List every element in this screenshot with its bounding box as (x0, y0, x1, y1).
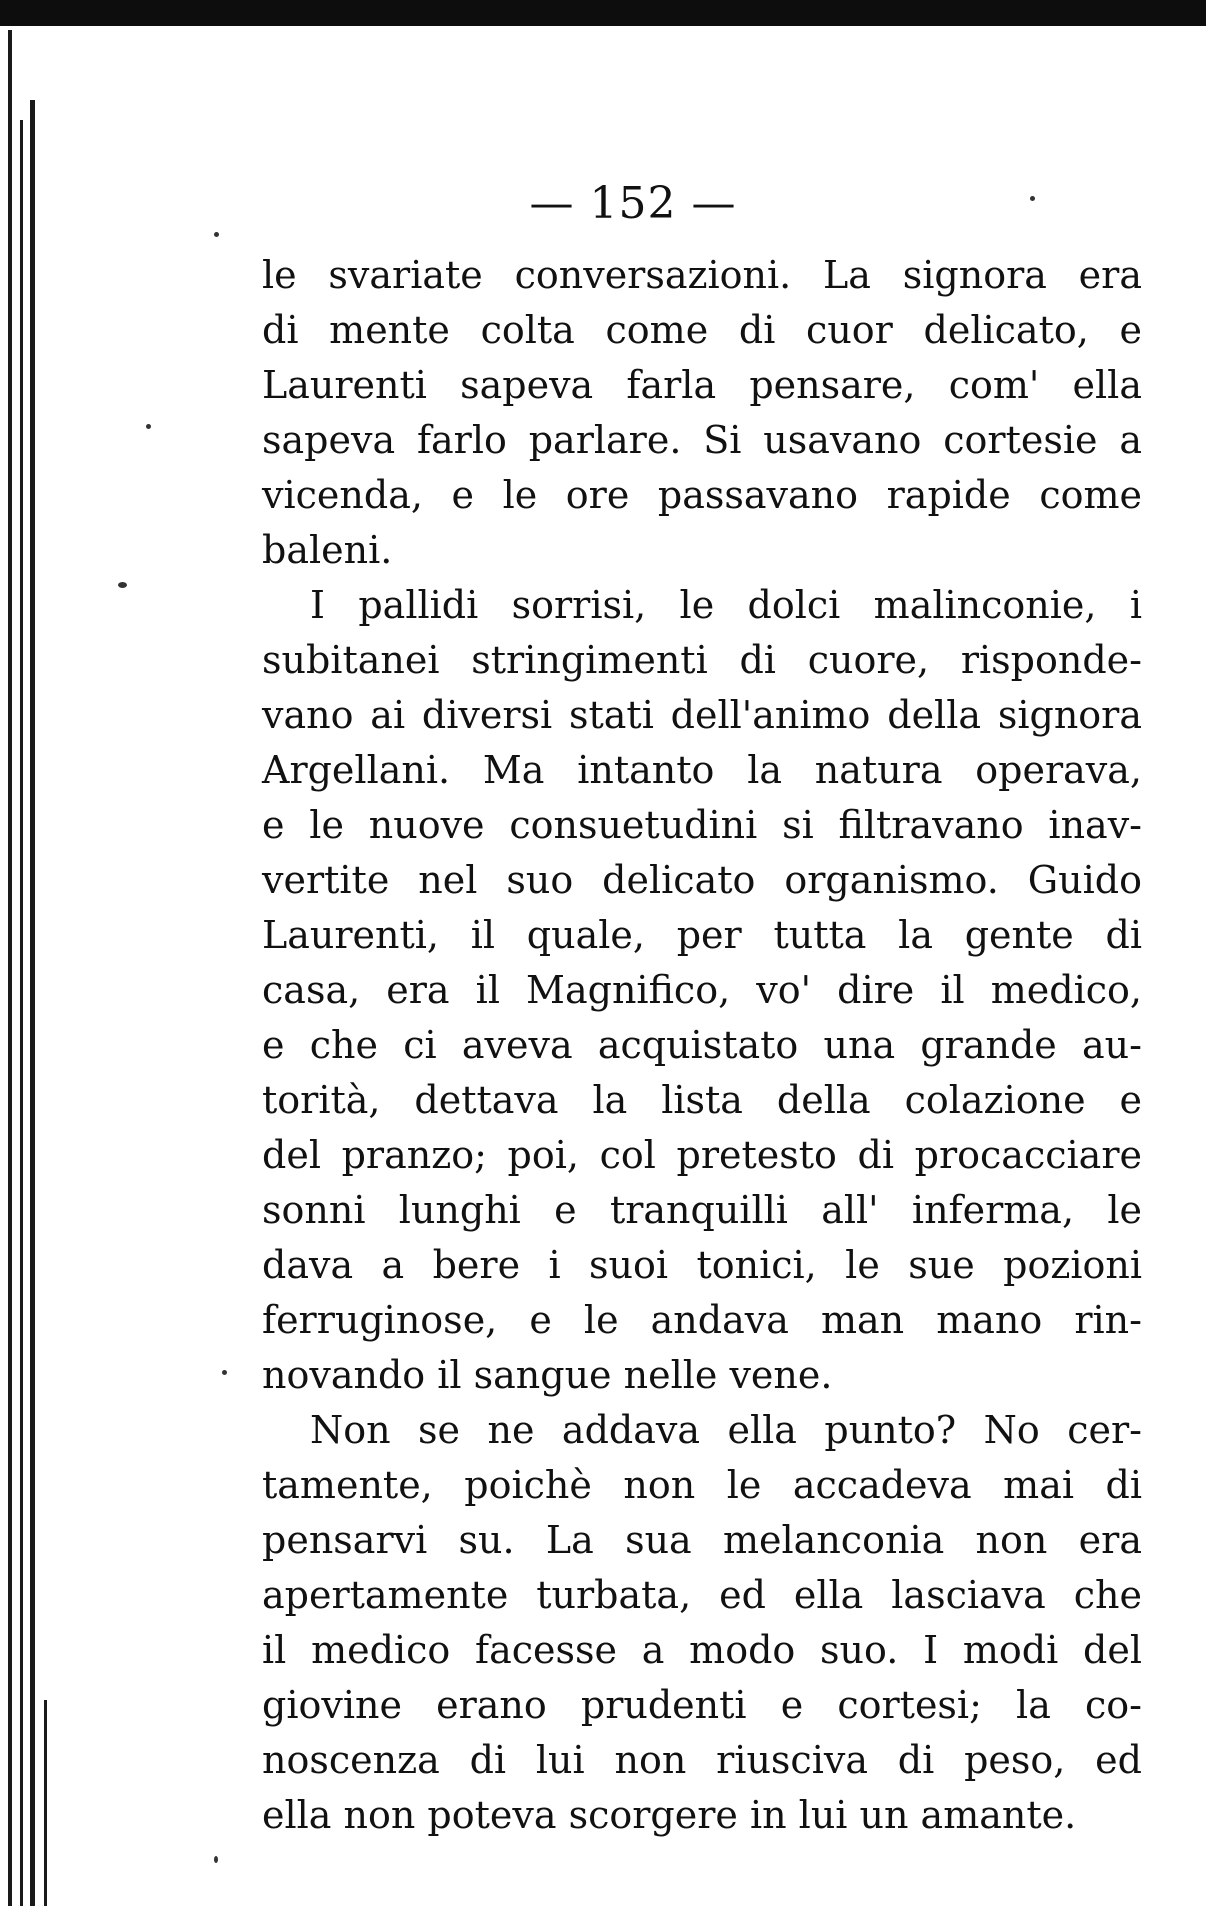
text-line: il medico facesse a modo suo. I modi del (262, 1628, 1142, 1672)
binding-line (44, 1700, 47, 1906)
text-line: e le nuove consuetudini si filtravano inav- (262, 803, 1142, 847)
text-line: I pallidi sorrisi, le dolci malinconie, i (310, 583, 1142, 627)
body-text (262, 248, 1142, 1843)
text-line: giovine erano prudenti e cortesi; la co- (262, 1683, 1142, 1727)
text-line: casa, era il Magnifico, vo' dire il medico, (262, 968, 1142, 1012)
text-line: vertite nel suo delicato organismo. Guido (262, 858, 1142, 902)
text-line: del pranzo; poi, col pretesto di procacciare (262, 1133, 1142, 1177)
top-edge-shadow (0, 0, 1206, 26)
text-line: di mente colta come di cuor delicato, e (262, 308, 1142, 352)
text-line: e che ci aveva acquistato una grande au- (262, 1023, 1142, 1067)
paragraph (262, 578, 1142, 1403)
text-line: dava a bere i suoi tonici, le sue pozioni (262, 1243, 1142, 1287)
text-line: tamente, poichè non le accadeva mai di (262, 1463, 1142, 1507)
book-binding-edge (0, 0, 62, 1906)
print-speck (146, 424, 151, 429)
binding-line (20, 120, 23, 1906)
text-line: noscenza di lui non riusciva di peso, ed (262, 1738, 1142, 1782)
text-line: Non se ne addava ella punto? No cer- (310, 1408, 1142, 1452)
text-line: ella non poteva scorgere in lui un amante. (262, 1793, 1077, 1837)
binding-line (8, 30, 12, 1906)
text-line: vicenda, e le ore passavano rapide come (262, 473, 1142, 517)
text-line: sapeva farlo parlare. Si usavano cortesie a (262, 418, 1142, 462)
text-line: apertamente turbata, ed ella lasciava che (262, 1573, 1142, 1617)
text-line: novando il sangue nelle vene. (262, 1353, 833, 1397)
text-line: ferruginose, e le andava man mano rin- (262, 1298, 1142, 1342)
text-line: sonni lunghi e tranquilli all' inferma, le (262, 1188, 1142, 1232)
print-speck (222, 1370, 227, 1375)
text-line: torità, dettava la lista della colazione e (262, 1078, 1142, 1122)
paragraph (262, 248, 1142, 578)
text-line: subitanei stringimenti di cuore, risponde- (262, 638, 1142, 682)
binding-line (30, 100, 35, 1906)
text-line: pensarvi su. La sua melanconia non era (262, 1518, 1142, 1562)
page-number: — 152 — (529, 178, 737, 229)
text-line: le svariate conversazioni. La signora era (262, 253, 1142, 297)
print-speck (214, 232, 219, 237)
print-speck (118, 582, 127, 588)
print-speck (214, 1856, 218, 1863)
text-line: baleni. (262, 528, 393, 572)
paragraph (262, 1403, 1142, 1843)
text-line: Laurenti sapeva farla pensare, com' ella (262, 363, 1142, 407)
text-line: Laurenti, il quale, per tutta la gente di (262, 913, 1142, 957)
text-line: vano ai diversi stati dell'animo della signora (262, 693, 1142, 737)
text-line: Argellani. Ma intanto la natura operava, (262, 748, 1142, 792)
